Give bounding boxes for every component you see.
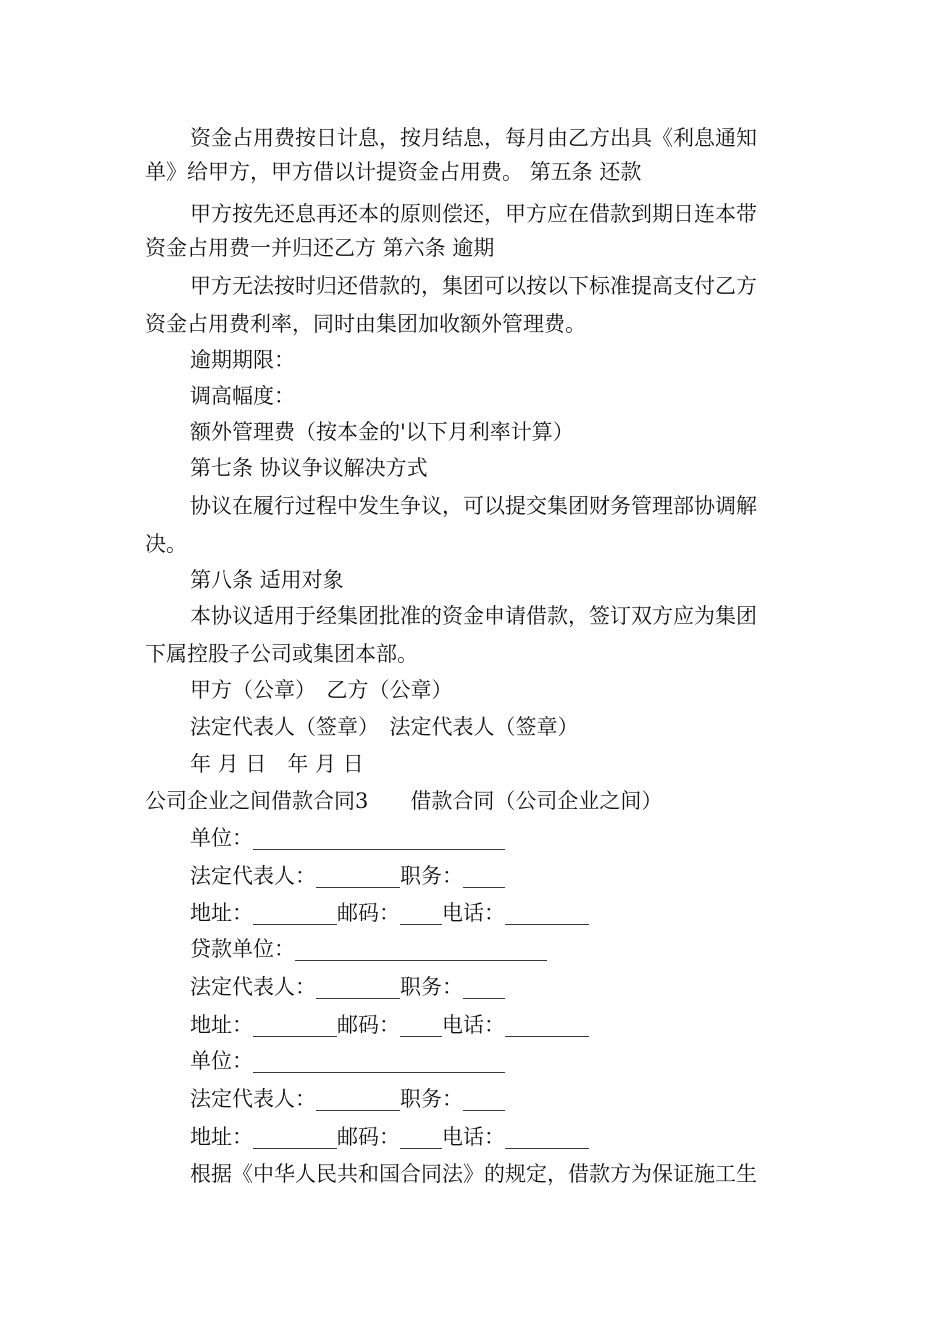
form-field-line: 地址：________邮码：____电话：________ bbox=[190, 1013, 589, 1037]
date-line: 年 月 日 年 月 日 bbox=[190, 752, 364, 776]
paragraph-line: 决。 bbox=[145, 532, 187, 556]
form-field-line: 贷款单位：________________________ bbox=[190, 937, 547, 961]
contract-title: 公司企业之间借款合同3 借款合同（公司企业之间） bbox=[145, 789, 663, 813]
form-field-line: 法定代表人：________职务：____ bbox=[190, 975, 505, 999]
paragraph-line: 根据《中华人民共和国合同法》的规定，借款方为保证施工生 bbox=[190, 1162, 757, 1186]
paragraph-line: 单》给甲方，甲方借以计提资金占用费。 第五条 还款 bbox=[145, 160, 642, 184]
paragraph-line: 本协议适用于经集团批准的资金申请借款，签订双方应为集团 bbox=[190, 604, 757, 628]
form-field-line: 地址：________邮码：____电话：________ bbox=[190, 901, 589, 925]
form-field-line: 单位：________________________ bbox=[190, 1049, 505, 1073]
signature-line: 甲方（公章） 乙方（公章） bbox=[190, 678, 453, 702]
paragraph-line: 资金占用费按日计息，按月结息，每月由乙方出具《利息通知 bbox=[190, 126, 757, 150]
paragraph-line: 甲方按先还息再还本的原则偿还，甲方应在借款到期日连本带 bbox=[190, 202, 757, 226]
form-field-line: 单位：________________________ bbox=[190, 826, 505, 850]
form-field-line: 地址：________邮码：____电话：________ bbox=[190, 1125, 589, 1149]
paragraph-line: 额外管理费（按本金的'以下月利率计算） bbox=[190, 420, 574, 444]
paragraph-line: 协议在履行过程中发生争议，可以提交集团财务管理部协调解 bbox=[190, 494, 757, 518]
paragraph-line: 资金占用费利率，同时由集团加收额外管理费。 bbox=[145, 312, 586, 336]
section-heading: 第八条 适用对象 bbox=[190, 568, 344, 592]
paragraph-line: 甲方无法按时归还借款的，集团可以按以下标准提高支付乙方 bbox=[190, 274, 757, 298]
paragraph-line: 资金占用费一并归还乙方 第六条 逾期 bbox=[145, 236, 495, 260]
paragraph-line: 调高幅度： bbox=[190, 384, 295, 408]
form-field-line: 法定代表人：________职务：____ bbox=[190, 864, 505, 888]
form-field-line: 法定代表人：________职务：____ bbox=[190, 1087, 505, 1111]
paragraph-line: 逾期期限： bbox=[190, 348, 295, 372]
signature-line: 法定代表人（签章） 法定代表人（签章） bbox=[190, 715, 579, 739]
section-heading: 第七条 协议争议解决方式 bbox=[190, 456, 428, 480]
paragraph-line: 下属控股子公司或集团本部。 bbox=[145, 642, 418, 666]
